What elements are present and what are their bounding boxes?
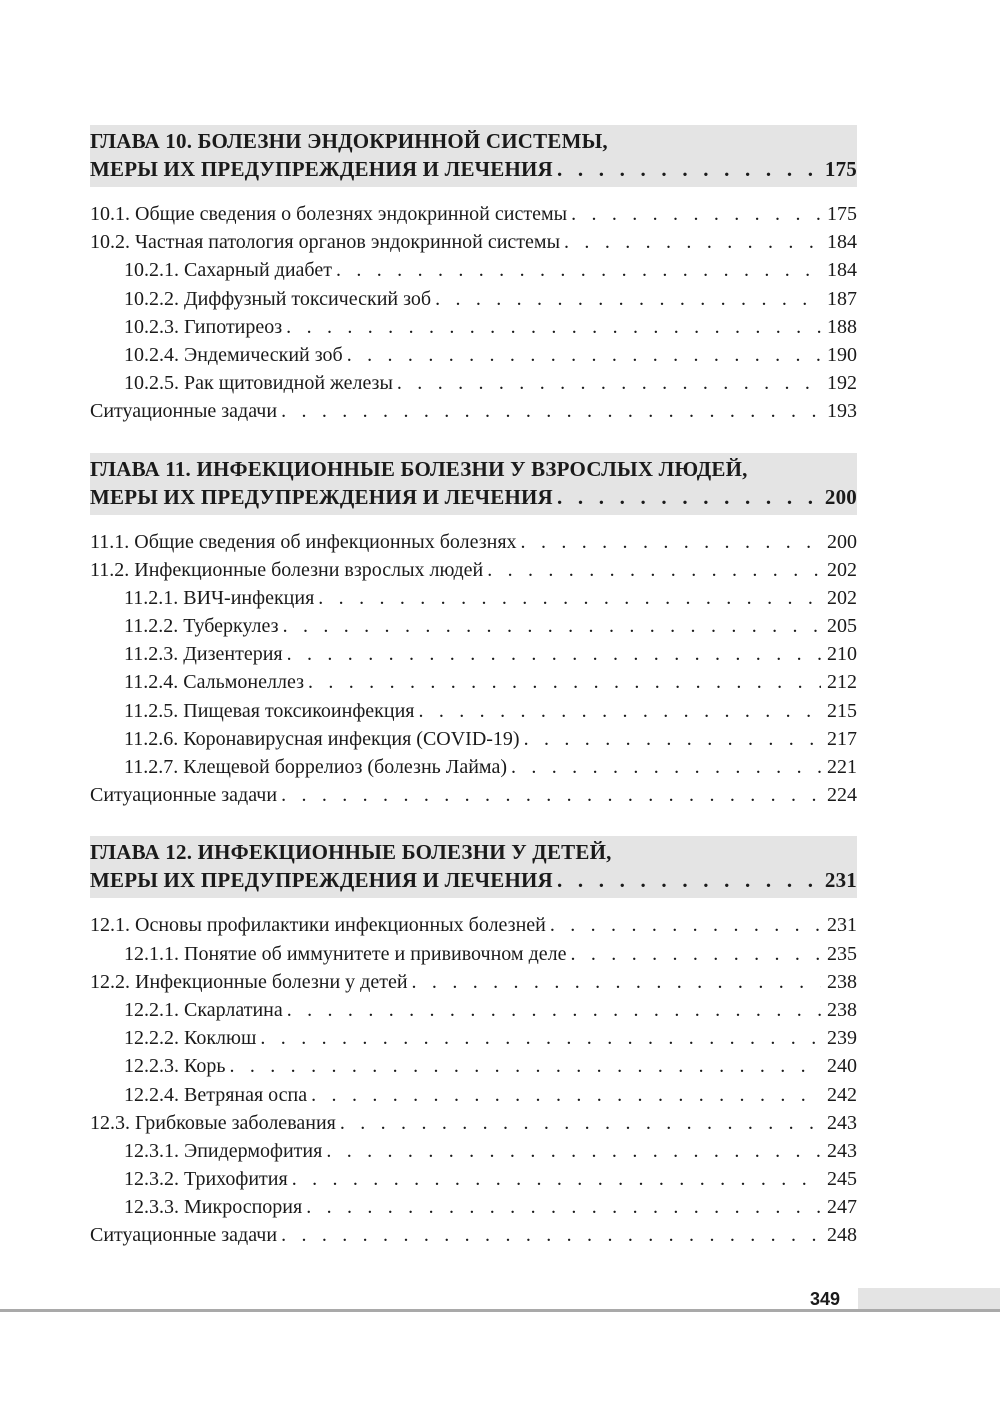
entry-title: 11.2.1. ВИЧ-инфекция (124, 586, 315, 609)
dot-leader (571, 203, 821, 226)
chapter-title-text: ГЛАВА 11. ИНФЕКЦИОННЫЕ БОЛЕЗНИ У ВЗРОСЛЫХ ЛЮДЕЙ, (90, 456, 748, 481)
toc-entry (90, 671, 857, 699)
entry-title: 11.2.4. Сальмонеллез (124, 671, 304, 694)
entry-page-number: 215 (827, 699, 857, 722)
toc-entry (90, 1084, 857, 1112)
chapter-title-text: ГЛАВА 10. БОЛЕЗНИ ЭНДОКРИННОЙ СИСТЕМЫ, (90, 129, 608, 153)
entry-page-number: 184 (827, 231, 857, 254)
entry-page-number: 221 (827, 756, 857, 778)
dot-leader (292, 1168, 821, 1191)
page-number: 349 (809, 1289, 840, 1309)
entry-page-number: 202 (827, 558, 857, 581)
chapter-entries (90, 187, 857, 429)
chapter-heading (90, 453, 857, 515)
dot-leader (287, 999, 821, 1022)
entry-page-number: 243 (827, 1139, 857, 1162)
toc-entry (90, 316, 857, 344)
entry-title: 10.1. Общие сведения о болезнях эндокринной системы (90, 203, 568, 225)
dot-leader (311, 1084, 821, 1107)
entry-title: 11.2.5. Пищевая токсикоинфекция (124, 699, 415, 722)
chapter-section (90, 836, 857, 1252)
toc-entry (90, 943, 857, 971)
entry-title: 11.2.3. Дизентерия (124, 643, 283, 666)
entry-title: 10.2.5. Рак щитовидной железы (124, 372, 393, 395)
entry-title: 11.2.2. Туберкулез (124, 615, 279, 638)
toc-entry (90, 1196, 857, 1224)
toc-entry (90, 203, 857, 231)
entry-title: 11.2. Инфекционные болезни взрослых людей (90, 558, 484, 581)
dot-leader (347, 344, 821, 367)
toc-entry (90, 756, 857, 784)
chapter-page-number: 200 (824, 484, 857, 509)
footer-rule (0, 1309, 1000, 1312)
entry-page-number: 184 (827, 259, 857, 282)
dot-leader (412, 971, 821, 994)
dot-leader (521, 531, 821, 554)
dot-leader (511, 756, 821, 779)
dot-leader (557, 483, 821, 511)
entry-page-number: 193 (827, 400, 857, 423)
chapter-title-line1 (90, 127, 857, 155)
chapter-heading (90, 125, 857, 187)
entry-page-number: 235 (827, 942, 857, 965)
entry-title: 12.3.2. Трихофития (124, 1168, 288, 1191)
dot-leader (550, 914, 821, 937)
chapter-title-text: ГЛАВА 12. ИНФЕКЦИОННЫЕ БОЛЕЗНИ У ДЕТЕЙ, (90, 840, 612, 865)
entry-title: 12.2.1. Скарлатина (124, 998, 283, 1021)
toc-entry (90, 344, 857, 372)
dot-leader (287, 643, 821, 666)
chapter-title-line2 (90, 866, 857, 894)
entry-page-number: 231 (827, 914, 857, 937)
dot-leader (318, 587, 821, 610)
dot-leader (326, 1140, 821, 1163)
dot-leader (306, 1196, 821, 1219)
toc-entry (90, 288, 857, 316)
chapter-section (90, 453, 857, 813)
toc-entry (90, 971, 857, 999)
entry-page-number: 212 (827, 671, 857, 694)
dot-leader (524, 728, 821, 751)
dot-leader (564, 231, 821, 254)
entry-title: 12.3.1. Эпидермофития (124, 1139, 323, 1162)
toc-entry (90, 1140, 857, 1168)
entry-page-number: 200 (827, 530, 857, 553)
entry-page-number: 238 (827, 998, 857, 1021)
chapter-heading (90, 836, 857, 898)
chapter-section (90, 125, 857, 429)
entry-title: 10.2. Частная патология органов эндокринной системы (90, 231, 561, 254)
dot-leader (281, 1224, 821, 1247)
entry-page-number: 248 (827, 1224, 857, 1247)
entry-page-number: 242 (827, 1083, 857, 1106)
toc-entry (90, 700, 857, 728)
chapter-title-line2 (90, 483, 857, 511)
entry-page-number: 245 (827, 1168, 857, 1191)
toc-entry (90, 999, 857, 1027)
dot-leader (286, 316, 821, 339)
entry-title: 11.2.6. Коронавирусная инфекция (COVID-19) (124, 727, 520, 750)
chapter-entries (90, 898, 857, 1252)
chapter-title-line1 (90, 455, 857, 483)
dot-leader (336, 259, 821, 282)
footer-band (858, 1288, 1000, 1309)
toc-entry (90, 1224, 857, 1252)
entry-title: 12.2. Инфекционные болезни у детей (90, 970, 408, 993)
chapter-title-text: МЕРЫ ИХ ПРЕДУПРЕЖДЕНИЯ И ЛЕЧЕНИЯ (90, 157, 553, 181)
chapter-title-line1 (90, 838, 857, 866)
entry-title: 10.2.3. Гипотиреоз (124, 315, 283, 338)
toc-entry (90, 259, 857, 287)
entry-page-number: 202 (827, 586, 857, 609)
toc-entry (90, 587, 857, 615)
dot-leader (418, 700, 821, 723)
dot-leader (571, 943, 822, 966)
entry-page-number: 192 (827, 372, 857, 395)
entry-title: 12.1.1. Понятие об иммунитете и прививочном деле (124, 942, 567, 965)
toc-entry (90, 1112, 857, 1140)
entry-title: 10.2.4. Эндемический зоб (124, 343, 343, 366)
chapter-page-number: 175 (824, 157, 857, 181)
chapter-title-line2 (90, 155, 857, 183)
entry-title: 12.3.3. Микроспория (124, 1196, 303, 1219)
toc-entry (90, 728, 857, 756)
toc-entry (90, 615, 857, 643)
toc-entry (90, 1168, 857, 1196)
dot-leader (229, 1055, 821, 1078)
entry-page-number: 247 (827, 1196, 857, 1219)
entry-page-number: 243 (827, 1111, 857, 1134)
chapter-entries (90, 515, 857, 813)
dot-leader (487, 559, 821, 582)
dot-leader (283, 615, 821, 638)
entry-page-number: 175 (827, 203, 857, 225)
dot-leader (397, 372, 821, 395)
entry-page-number: 217 (827, 727, 857, 750)
dot-leader (340, 1112, 821, 1135)
toc-entry (90, 372, 857, 400)
entry-title: Ситуационные задачи (90, 1224, 278, 1247)
dot-leader (281, 784, 821, 807)
entry-title: 11.2.7. Клещевой боррелиоз (болезнь Лайма) (124, 756, 507, 778)
entry-page-number: 240 (827, 1055, 857, 1078)
table-of-contents (90, 125, 857, 1277)
toc-entry (90, 784, 857, 812)
toc-entry (90, 231, 857, 259)
entry-page-number: 238 (827, 970, 857, 993)
entry-page-number: 190 (827, 343, 857, 366)
page-footer (0, 1288, 1000, 1316)
entry-page-number: 187 (827, 287, 857, 310)
toc-entry (90, 643, 857, 671)
dot-leader (281, 400, 821, 423)
dot-leader (260, 1027, 821, 1050)
entry-title: 10.2.1. Сахарный диабет (124, 259, 332, 282)
entry-title: 12.1. Основы профилактики инфекционных болезней (90, 914, 546, 937)
toc-entry (90, 400, 857, 428)
entry-page-number: 188 (827, 315, 857, 338)
toc-entry (90, 1055, 857, 1083)
toc-entry (90, 559, 857, 587)
chapter-page-number: 231 (824, 868, 857, 893)
entry-title: Ситуационные задачи (90, 400, 278, 423)
toc-entry (90, 531, 857, 559)
chapter-title-text: МЕРЫ ИХ ПРЕДУПРЕЖДЕНИЯ И ЛЕЧЕНИЯ (90, 868, 553, 893)
entry-title: 12.3. Грибковые заболевания (90, 1111, 336, 1134)
chapter-title-text: МЕРЫ ИХ ПРЕДУПРЕЖДЕНИЯ И ЛЕЧЕНИЯ (90, 484, 553, 509)
entry-title: 11.1. Общие сведения об инфекционных болезнях (90, 530, 517, 553)
entry-title: Ситуационные задачи (90, 784, 278, 807)
entry-page-number: 205 (827, 615, 857, 638)
entry-page-number: 224 (827, 784, 857, 807)
dot-leader (435, 288, 821, 311)
entry-title: 12.2.2. Коклюш (124, 1027, 257, 1050)
entry-title: 10.2.2. Диффузный токсический зоб (124, 287, 432, 310)
entry-page-number: 210 (827, 643, 857, 666)
dot-leader (557, 155, 821, 183)
entry-title: 12.2.4. Ветряная оспа (124, 1083, 308, 1106)
toc-entry (90, 1027, 857, 1055)
dot-leader (557, 866, 821, 894)
dot-leader (308, 671, 821, 694)
entry-title: 12.2.3. Корь (124, 1055, 226, 1078)
toc-entry (90, 914, 857, 942)
entry-page-number: 239 (827, 1027, 857, 1050)
